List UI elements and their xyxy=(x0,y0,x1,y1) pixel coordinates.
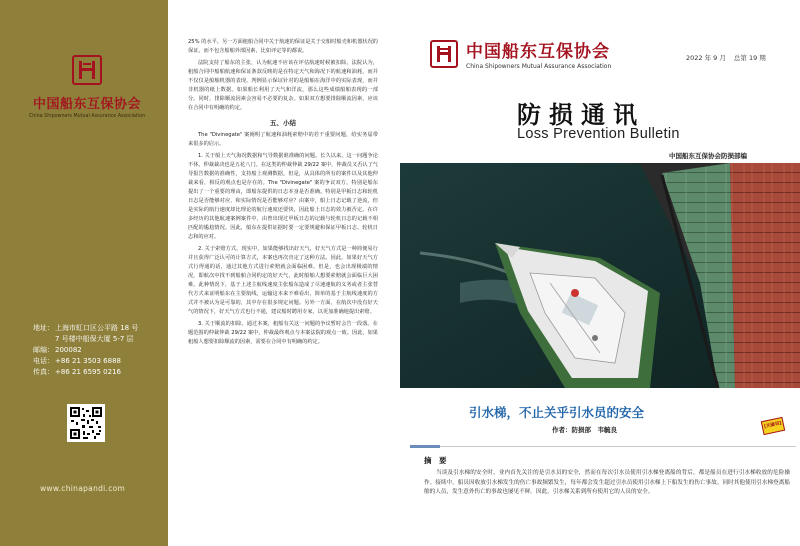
abstract-title: 摘 要 xyxy=(424,456,447,465)
paragraph-1: 25% 的水平。另一方面租船合同中关于航速的保证是关于交船时船壳和机器状况的保证，而不包含船舶外部因素，比如评定等的都说。 xyxy=(188,39,378,54)
paragraph-5: 2. 关于索赔方式。现实中，如果能够找出好天气，好天气方式是一种简便易行并且获得广泛认可的计算方式，本案也再次肯定了这种方法。因此，如果好天气方式行得通的话，通过其他方式进行索赔就会面临困难。但是，也会出现极端的情况，即航次中找不到船舶合同约定的好天气，此时船舶人想要索赔就会面临巨大困难。此种情况下，基于上述主航线速度主张船东造成了尽速速航的义务或者主张替代方式来证明船东在主要航线，运输这本来不难看出，简单的基于主航线速度的方式并不被认为是可靠的，其中存在很多规定问题。另外一方面，在航次中没有好天气的情况下，好天气方式也行不通，建议船时聘用专家，以更加准确地提出索赔。 xyxy=(188,246,378,315)
sidebar-logo-en: China Shipowners Mutual Assurance Association xyxy=(28,114,146,119)
issue-number: 总第 19 期 xyxy=(733,54,766,62)
abstract-body: 当谈及引水梯的安全时，业内首先关注的是引水员的安全，然而在每次引水员使用引水梯登离船的背后，都是船员在进行引水梯收放的危险操作。接续中，船员因收放引水梯发生的伤亡事故频繁发生，每年都会发生超过引水员使用引水梯上下船发生的伤亡事故。同时其他使用引水梯登离船舶的人员，发生意外伤亡的事故也屡见不鲜。因此，引水梯关系到所有使用它的人员的安全。 xyxy=(424,470,790,495)
contact-info xyxy=(33,323,138,378)
article-title: 引水梯，不止关乎引水员的安全 xyxy=(469,405,645,420)
qr-code-icon xyxy=(67,404,105,442)
paragraph-4: 1. 关于船上天气海况数据和气导数据谁准确的问题。长久以来，这一问题争论不休，仲裁裁决也是五花八门。在这类的仲裁仲裁 29/22 案中，仲裁员又否认了气导报告数据的准确性，支持船上观测数据。但是，从具体的所有的案件以及其他仲裁来看，相反的观点也是存在的。The "Divinegate" 案的争议双方，特别是船东提出了一个重要的理由，即船东提供的日志本身是否准确。特别是甲板日志和轮机日志是否能够对应，和实际情况是否能够对应？由案中，船上日志记载了逆流，但是实际的航行速度却比理论的航行速度还要快，因此船上日志的效力被否定。在许多经历的其他航速案例案件中，由曾出现过甲板日志的记载与轮机日志的记载不相匹配的尴尬情况。因此，船东在提供证据时要一定要规避和保证甲板日志、轮机日志和的应对。 xyxy=(188,153,378,240)
address-line2: 7 号楼中船保大厦 5-7 层 xyxy=(55,335,134,343)
sidebar-logo-cn: 中国船东互保协会 xyxy=(32,97,141,112)
association-logo-icon xyxy=(72,55,102,85)
bulletin-title-en: Loss Prevention Bulletin xyxy=(517,126,680,142)
tel-label: 电话： xyxy=(33,357,54,365)
cover-logo xyxy=(430,37,611,70)
abstract-accent-bar xyxy=(410,445,440,448)
article-author: 作者：防损部 韦毓良 xyxy=(552,426,617,434)
cover-photo-pilot-boat xyxy=(400,163,800,388)
issue-date: 2022 年 9 月 xyxy=(686,54,726,62)
fax-label: 传真： xyxy=(33,368,54,376)
sidebar-logo xyxy=(22,55,152,119)
back-cover-sidebar xyxy=(0,0,168,546)
issue-info xyxy=(686,53,774,62)
paragraph-2: 法院支持了船东的主张，认为航速不应该在评估航速时候被扣除。法院认为，租船合同中船舶航速和保证条款反映的是在特定天气和海况下的航速和油耗，而并不仅仅是船舶机器的表现。判例显示保证针对的是船舶在海洋中的实际表现，而并非机器的纸上数据。如果船长利用了天气和洋流，那么这些成绩船舶表现的一部分。同时，排除顺流因素会容易不必要的复杂。如果双方想要排除顺流因素，应该在合同中有明确的约定。 xyxy=(188,60,378,111)
address-line1: 上海市虹口区公平路 18 号 xyxy=(55,324,139,332)
editor-credit: 中国船东互保协会防损部编 xyxy=(669,152,747,160)
cover-logo-cn: 中国船东互保协会 xyxy=(466,42,610,62)
paragraph-3: The "Divinegate" 案阐明了航速和油耗索赔中的若干重要问题，给实务届带来很多的启示。 xyxy=(188,132,378,147)
post-label: 邮编： xyxy=(33,346,54,354)
paragraph-6: 3. 关于顺流的扣除。通过本案，租船有关这一问题的争议暂时会告一段落。在题范围的仲裁仲裁 29/22 案中，仲裁最终观点与本案法院的观点一致。因此，如果租船人想要扣除顺流的因素，需要在合同中有明确的约定。 xyxy=(188,321,378,345)
keyword-badge-icon: [关键词] xyxy=(761,417,785,435)
article-continuation xyxy=(188,38,378,350)
abstract-box xyxy=(410,446,796,546)
cover-logo-en: China Shipowners Mutual Assurance Association xyxy=(466,63,612,70)
address-label: 地址： xyxy=(33,324,54,332)
fax-value: +86 21 6595 0216 xyxy=(55,368,121,376)
website-link[interactable]: www.chinapandi.com xyxy=(40,484,126,493)
post-value: 200082 xyxy=(55,346,82,354)
bulletin-title-cn: 防损通讯 xyxy=(517,101,645,129)
tel-value: +86 21 3503 6888 xyxy=(55,357,121,365)
association-logo-icon xyxy=(430,40,458,68)
section-heading: 五、小结 xyxy=(270,119,296,127)
